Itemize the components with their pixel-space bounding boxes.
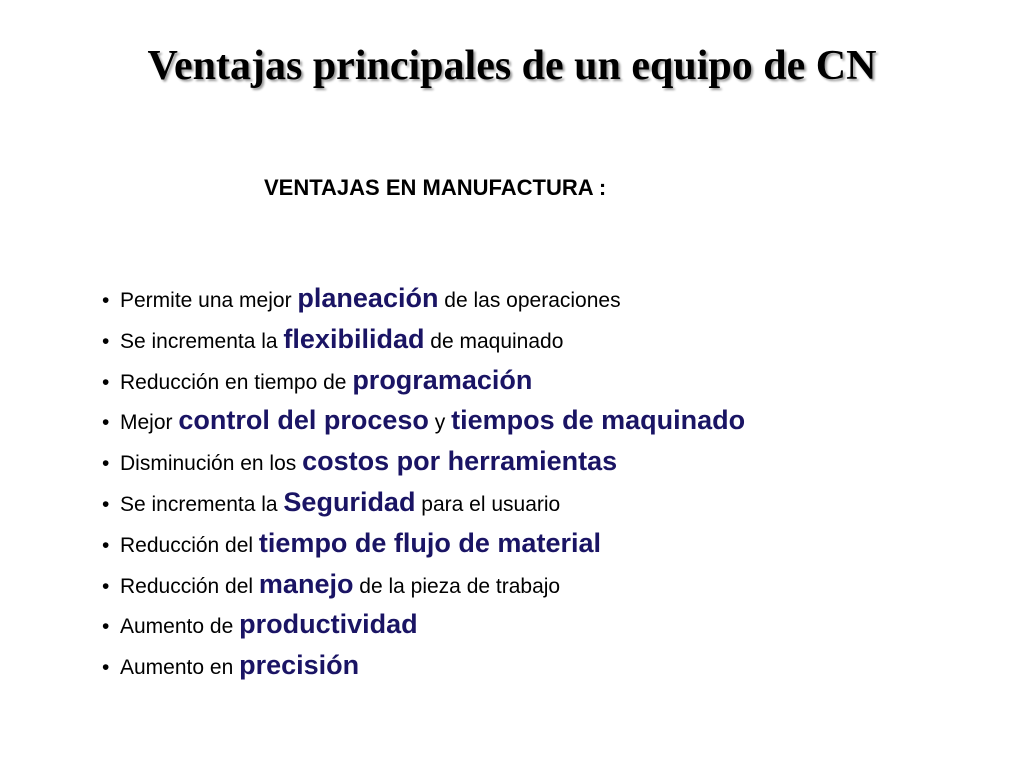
item-text-middle: de las operaciones — [438, 289, 621, 312]
item-highlight: Seguridad — [283, 486, 416, 517]
item-highlight: productividad — [239, 609, 418, 640]
bullet-icon: • — [102, 411, 110, 435]
item-text-middle: y — [428, 411, 452, 435]
item-text-middle: para el usuario — [415, 492, 561, 516]
item-text: Permite una mejor — [120, 289, 298, 312]
item-highlight: flexibilidad — [283, 323, 425, 354]
bullet-icon: • — [102, 492, 110, 516]
bullet-icon: • — [102, 289, 110, 312]
bullet-icon: • — [102, 615, 110, 639]
list-item — [102, 278, 745, 319]
item-text: Reducción en tiempo de — [120, 370, 353, 394]
bullet-icon: • — [102, 574, 110, 598]
bullet-icon: • — [102, 656, 110, 680]
item-highlight: tiempo de flujo de material — [258, 527, 601, 558]
list-item — [102, 441, 745, 482]
item-text: Disminución en los — [120, 452, 303, 476]
slide-title: Ventajas principales de un equipo de CN — [147, 43, 877, 89]
list-item — [102, 645, 745, 686]
item-highlight: precisión — [239, 650, 360, 681]
item-text: Se incrementa la — [120, 329, 284, 353]
advantages-list — [102, 278, 745, 686]
list-item — [102, 400, 745, 441]
list-item — [102, 564, 745, 605]
item-text: Se incrementa la — [120, 492, 284, 516]
item-highlight: costos por herramientas — [302, 446, 618, 477]
item-text: Aumento en — [120, 656, 240, 680]
item-highlight: control del proceso — [178, 405, 429, 436]
list-item — [102, 319, 745, 360]
item-text: Reducción del — [120, 574, 259, 598]
item-text: Mejor — [120, 411, 179, 435]
list-item — [102, 360, 745, 401]
item-text-middle: de la pieza de trabajo — [353, 574, 561, 598]
list-item — [102, 604, 745, 645]
section-subtitle: VENTAJAS EN MANUFACTURA : — [264, 175, 607, 200]
bullet-icon: • — [102, 370, 110, 394]
item-text: Reducción del — [120, 533, 259, 557]
item-highlight: manejo — [258, 568, 354, 599]
list-item — [102, 482, 745, 523]
item-text: Aumento de — [120, 615, 240, 639]
item-highlight-secondary: tiempos de maquinado — [451, 405, 746, 436]
bullet-icon: • — [102, 452, 110, 476]
item-highlight: programación — [352, 364, 533, 395]
list-item — [102, 523, 745, 564]
bullet-icon: • — [102, 329, 110, 353]
bullet-icon: • — [102, 533, 110, 557]
item-highlight: planeación — [297, 283, 439, 313]
item-text-middle: de maquinado — [424, 329, 564, 353]
